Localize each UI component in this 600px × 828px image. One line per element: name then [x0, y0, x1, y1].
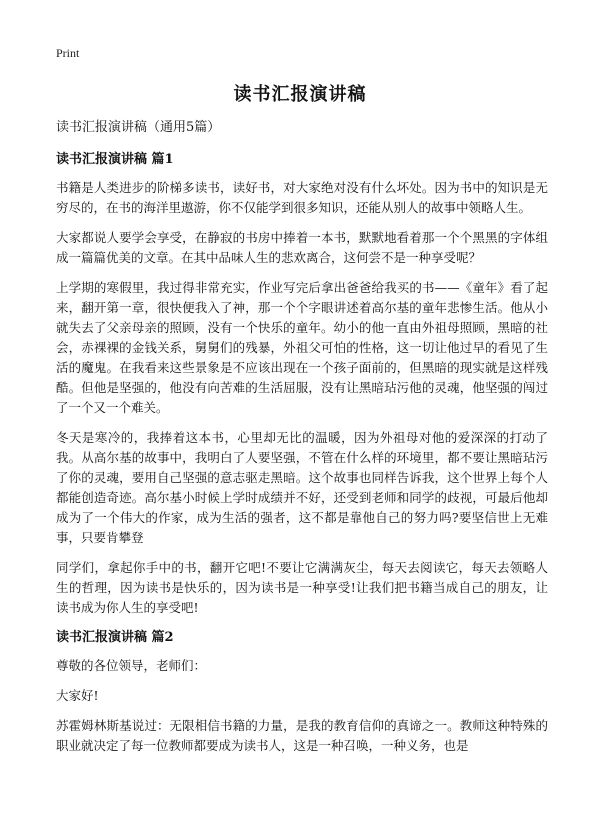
- paragraph: 书籍是人类进步的阶梯多读书，读好书，对大家绝对没有什么坏处。因为书中的知识是无穷尽的，在书的海洋里遨游，你不仅能学到很多知识，还能从别人的故事中领略人生。: [56, 180, 548, 215]
- paragraph: 大家好!: [56, 688, 99, 703]
- document-body: [56, 118, 548, 766]
- print-label: Print: [56, 46, 80, 60]
- paragraph: 同学们，拿起你手中的书，翻开它吧!不要让它满满灰尘，每天去阅读它，每天去领略人生的哲理，因为读书是快乐的，因为读书是一种享受!让我们把书籍当成自己的朋友，让读书成为你人生的享受吧!: [56, 560, 548, 615]
- document-subtitle: 读书汇报演讲稿（通用5篇）: [56, 120, 221, 135]
- section-heading-2: 读书汇报演讲稿 篇2: [56, 630, 174, 645]
- paragraph: 大家都说人要学会享受，在静寂的书房中捧着一本书，默默地看着那一个个黑黑的字体组成一篇篇优美的文章。在其中品味人生的悲欢离合，这何尝不是一种享受呢？: [56, 230, 548, 265]
- section-heading-1: 读书汇报演讲稿 篇1: [56, 152, 174, 167]
- paragraph: 尊敬的各位领导，老师们：: [56, 658, 207, 673]
- paragraph: 上学期的寒假里，我过得非常充实，作业写完后拿出爸爸给我买的书——《童年》看了起来，翻开第一章，很快便我入了神，那一个个字眼讲述着高尔基的童年悲惨生活。他从小就失去了父亲母亲的照顾，没有一个快乐的童年。幼小的他一直由外祖母照顾，黑暗的社会，赤裸裸的金钱关系，舅舅们的残暴，外祖父可怕的性格，这一切让他过早的看见了生活的魔鬼。在我看来这些景象是不应该出现在一个孩子面前的，但黑暗的现实就是这样残酷。但他是坚强的，他没有向苦难的生活屈服，没有让黑暗玷污他的灵魂，他坚强的闯过了一个又一个难关。: [56, 280, 548, 415]
- paragraph: 冬天是寒冷的，我捧着这本书，心里却无比的温暖，因为外祖母对他的爱深深的打动了我。从高尔基的故事中，我明白了人要坚强，不管在什么样的环境里，都不要让黑暗玷污了你的灵魂，要用自己坚强的意志驱走黑暗。这个故事也同样告诉我，这个世界上每个人都能创造奇迹。高尔基小时候上学时成绩并不好，还受到老师和同学的歧视，可最后他却成为了一个伟大的作家，成为生活的强者，这不都是靠他自己的努力吗?要坚信世上无难事，只要肯攀登: [56, 430, 548, 545]
- paragraph: 苏霍姆林斯基说过：无限相信书籍的力量，是我的教育信仰的真谛之一。教师这种特殊的职业就决定了每一位教师都要成为读书人，这是一种召唤，一种义务，也是: [56, 718, 548, 753]
- page-title: 读书汇报演讲稿: [233, 84, 367, 105]
